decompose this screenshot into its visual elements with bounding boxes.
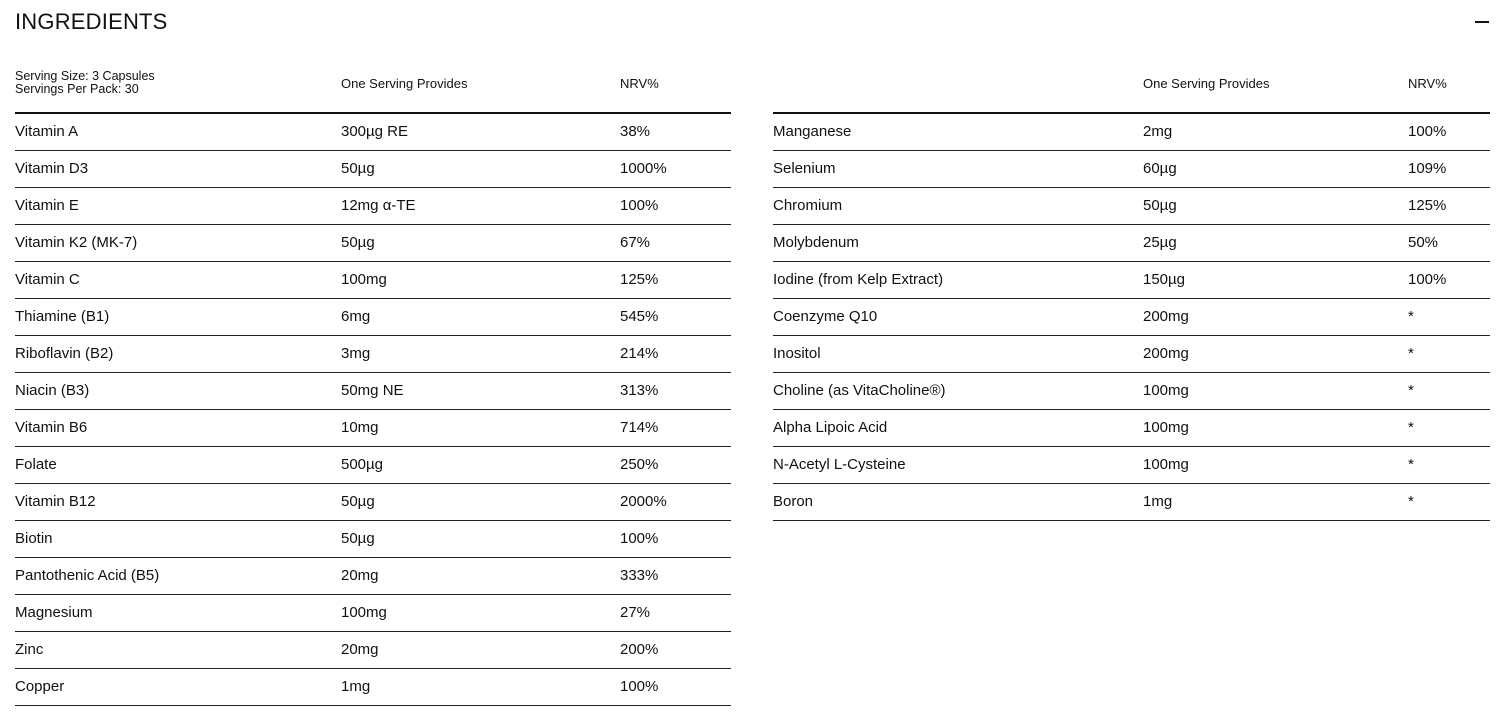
ingredient-nrv: * [1408,456,1414,473]
table-row [773,299,1490,336]
ingredient-amount: 50µg [341,234,375,251]
ingredient-name: Boron [773,493,814,510]
ingredient-amount: 60µg [1143,160,1177,177]
ingredient-name: Thiamine (B1) [15,308,110,325]
ingredient-name: Folate [15,456,57,473]
ingredient-nrv: 313% [620,382,659,399]
column-header-provides: One Serving Provides [341,76,468,91]
ingredient-amount: 10mg [341,419,379,436]
ingredient-name: Molybdenum [773,234,859,251]
column-header-nrv: NRV% [620,76,659,91]
ingredient-name: Vitamin D3 [15,160,89,177]
ingredient-name: Vitamin B12 [15,493,96,510]
servings-per-pack: Servings Per Pack: 30 [15,82,139,96]
ingredient-nrv: 100% [620,530,659,547]
ingredient-name: Inositol [773,345,821,362]
ingredient-name: Selenium [773,160,836,177]
table-row [773,262,1490,299]
table-row [15,336,731,373]
ingredient-nrv: * [1408,382,1414,399]
ingredient-name: Coenzyme Q10 [773,308,878,325]
ingredient-amount: 20mg [341,567,379,584]
ingredient-amount: 50µg [341,493,375,510]
ingredient-name: Zinc [15,641,44,658]
ingredient-name: Biotin [15,530,53,547]
ingredient-nrv: 200% [620,641,659,658]
table-row [15,669,731,706]
ingredient-nrv: * [1408,308,1414,325]
ingredient-amount: 20mg [341,641,379,658]
section-title: INGREDIENTS [15,9,168,34]
table-row [773,188,1490,225]
ingredient-nrv: 100% [620,197,659,214]
ingredient-name: Alpha Lipoic Acid [773,419,888,436]
table-row [15,410,731,447]
table-row [15,373,731,410]
ingredient-nrv: 125% [620,271,659,288]
ingredient-name: Chromium [773,197,843,214]
ingredient-nrv: 109% [1408,160,1447,177]
ingredient-amount: 3mg [341,345,371,362]
ingredient-nrv: 545% [620,308,659,325]
ingredient-amount: 100mg [341,271,387,288]
ingredient-amount: 100mg [341,604,387,621]
ingredient-amount: 50µg [1143,197,1177,214]
ingredient-name: Copper [15,678,65,695]
ingredient-nrv: 27% [620,604,651,621]
table-row [15,558,731,595]
ingredient-amount: 200mg [1143,345,1189,362]
ingredient-nrv: 714% [620,419,659,436]
column-header-nrv: NRV% [1408,76,1447,91]
ingredient-name: Pantothenic Acid (B5) [15,567,160,584]
table-row [773,114,1490,151]
ingredient-amount: 150µg [1143,271,1186,288]
ingredient-nrv: 2000% [620,493,667,510]
ingredient-name: Magnesium [15,604,93,621]
ingredient-name: Vitamin C [15,271,80,288]
ingredient-amount: 50mg NE [341,382,404,399]
ingredients-header[interactable] [15,8,1490,38]
ingredient-amount: 25µg [1143,234,1177,251]
table-row [15,225,731,262]
ingredient-name: Iodine (from Kelp Extract) [773,271,944,288]
column-header-provides: One Serving Provides [1143,76,1270,91]
ingredient-nrv: 214% [620,345,659,362]
table-row [773,151,1490,188]
ingredient-nrv: 67% [620,234,651,251]
ingredient-name: Manganese [773,123,852,140]
ingredient-amount: 1mg [341,678,371,695]
minus-icon[interactable] [1474,12,1490,32]
ingredient-name: Niacin (B3) [15,382,90,399]
ingredient-name: Vitamin E [15,197,79,214]
ingredient-nrv: 50% [1408,234,1439,251]
ingredient-nrv: 100% [1408,271,1447,288]
table-row [15,632,731,669]
ingredient-amount: 12mg α-TE [341,197,416,214]
table-row [15,299,731,336]
table-row [15,188,731,225]
table-row [15,114,731,151]
table-row [15,484,731,521]
table-row [773,373,1490,410]
table-row [15,262,731,299]
ingredient-amount: 50µg [341,160,375,177]
ingredient-nrv: 100% [620,678,659,695]
ingredient-nrv: 333% [620,567,659,584]
ingredient-amount: 100mg [1143,419,1189,436]
ingredient-name: Vitamin K2 (MK-7) [15,234,138,251]
table-row [773,336,1490,373]
table-row [773,484,1490,521]
table-row [773,225,1490,262]
ingredient-nrv: 38% [620,123,651,140]
ingredient-name: Vitamin A [15,123,79,140]
ingredient-nrv: 1000% [620,160,667,177]
ingredient-amount: 50µg [341,530,375,547]
ingredient-amount: 100mg [1143,382,1189,399]
ingredient-amount: 6mg [341,308,371,325]
table-header [773,70,1490,114]
serving-info [15,70,155,96]
ingredient-amount: 2mg [1143,123,1173,140]
ingredient-amount: 300µg RE [341,123,409,140]
ingredient-name: Riboflavin (B2) [15,345,114,362]
table-row [15,447,731,484]
ingredient-amount: 500µg [341,456,384,473]
ingredient-nrv: * [1408,493,1414,510]
table-row [15,521,731,558]
ingredient-name: Choline (as VitaCholine®) [773,382,946,399]
table-body [773,114,1490,521]
table-body [15,114,731,706]
ingredient-name: Vitamin B6 [15,419,88,436]
serving-size: Serving Size: 3 Capsules [15,69,155,83]
ingredient-amount: 200mg [1143,308,1189,325]
table-row [773,447,1490,484]
ingredient-nrv: * [1408,345,1414,362]
ingredient-nrv: 125% [1408,197,1447,214]
table-row [773,410,1490,447]
ingredient-amount: 100mg [1143,456,1189,473]
table-header [15,70,731,114]
ingredient-nrv: 250% [620,456,659,473]
table-row [15,595,731,632]
ingredient-nrv: * [1408,419,1414,436]
table-row [15,151,731,188]
ingredient-nrv: 100% [1408,123,1447,140]
ingredient-amount: 1mg [1143,493,1173,510]
ingredient-name: N-Acetyl L-Cysteine [773,456,906,473]
